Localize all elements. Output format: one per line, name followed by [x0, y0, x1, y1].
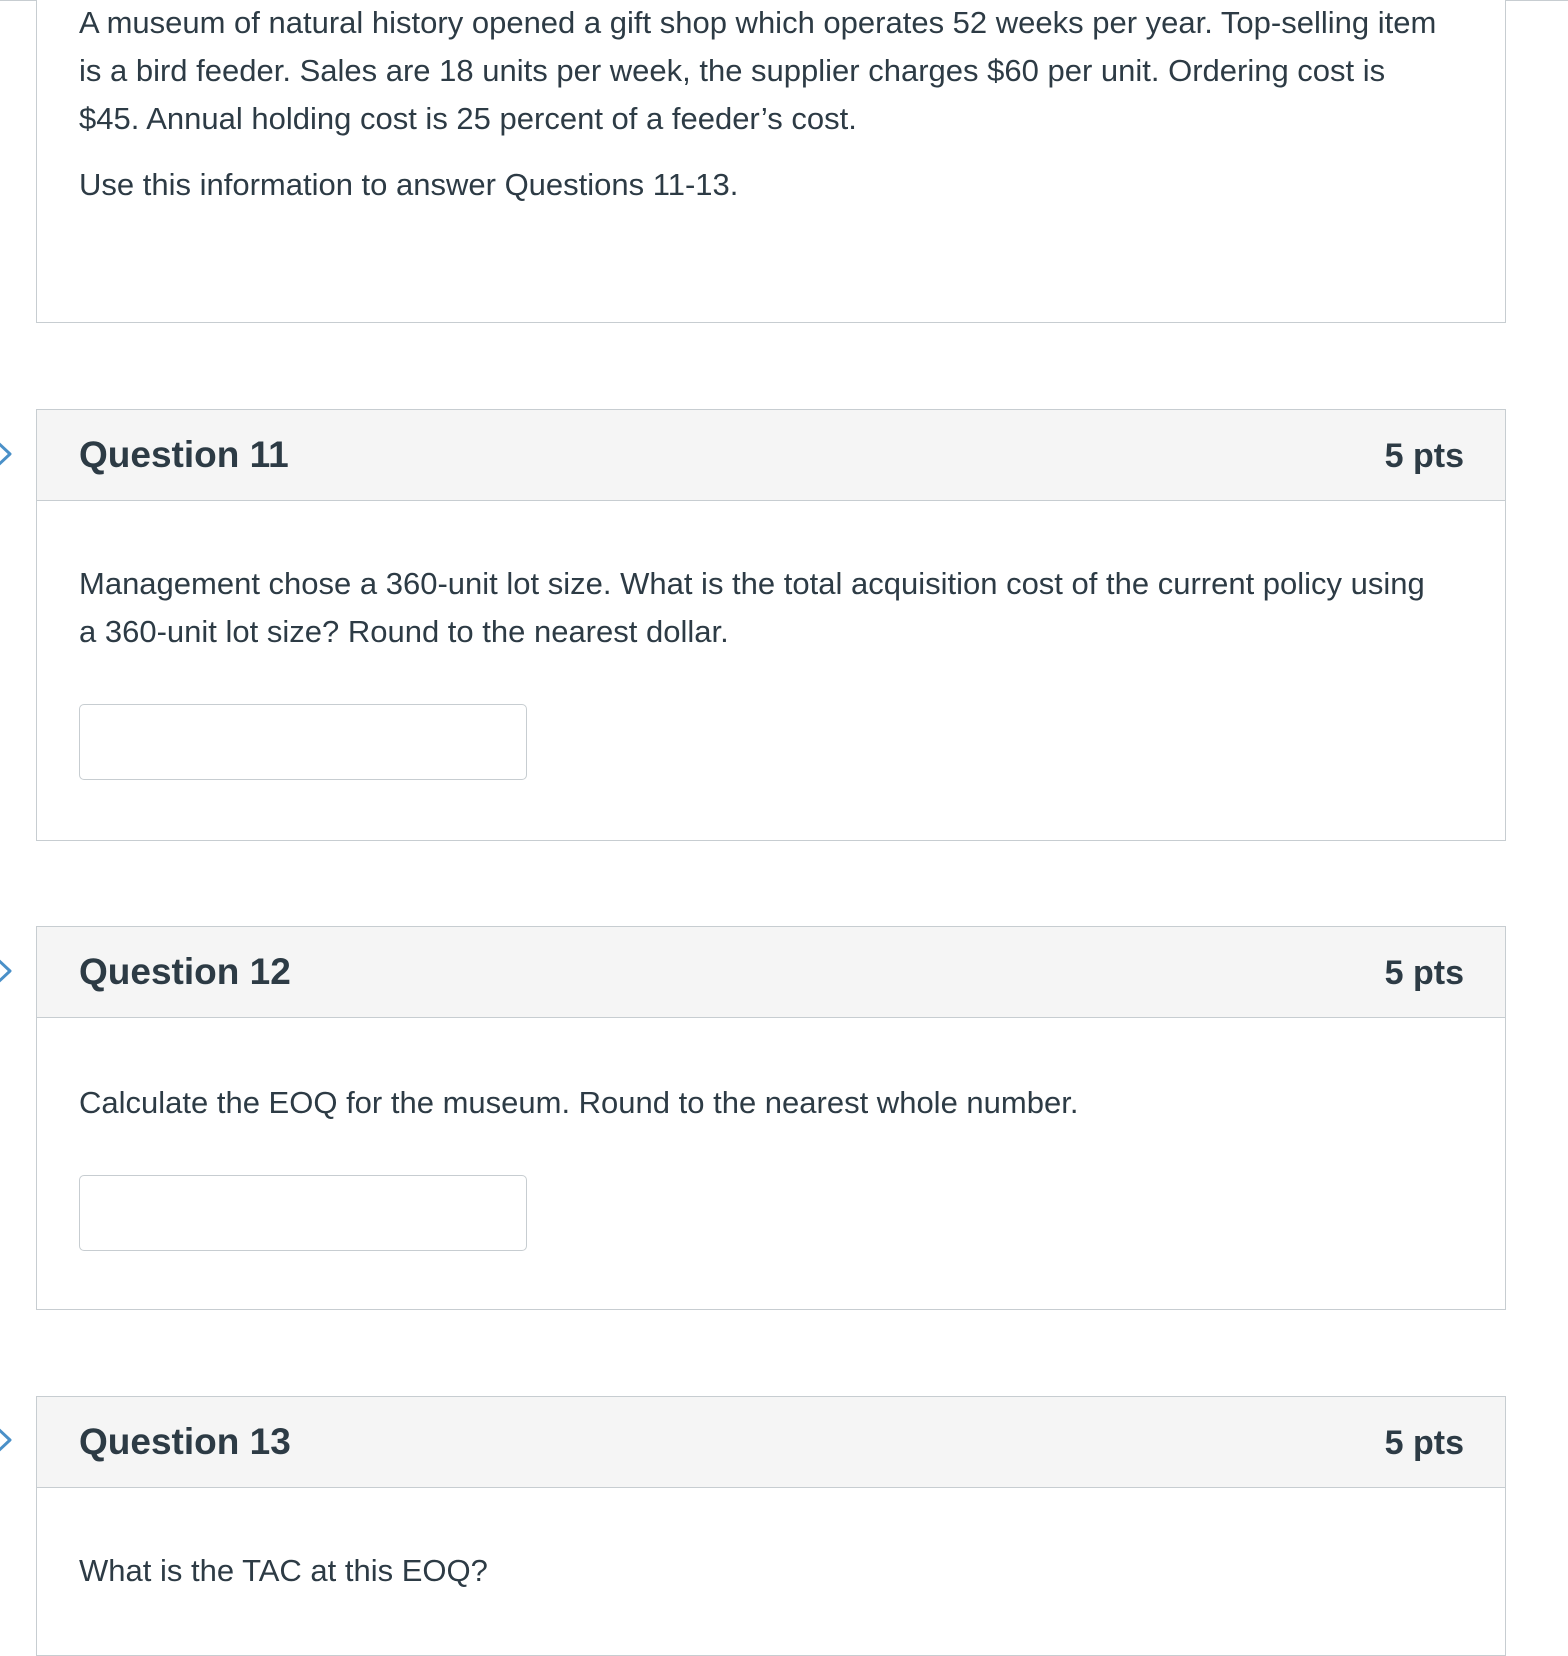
question-card-11: [36, 409, 1506, 841]
question-points: 5 pts: [1384, 437, 1464, 475]
answer-input[interactable]: [79, 1175, 527, 1251]
question-text: Calculate the EOQ for the museum. Round to the nearest whole number.: [79, 1085, 1079, 1120]
question-header: [37, 1397, 1505, 1488]
chevron-right-icon[interactable]: [0, 954, 14, 988]
question-title: Question 11: [79, 434, 289, 475]
chevron-right-icon[interactable]: [0, 437, 14, 471]
question-title: Question 12: [79, 951, 291, 992]
question-card-13: [36, 1396, 1506, 1656]
question-card-12: [36, 926, 1506, 1310]
question-text: Management chose a 360-unit lot size. What is the total acquisition cost of the current policy using a 360-unit lot size? Round to the nearest dollar.: [79, 566, 1425, 649]
answer-input[interactable]: [79, 704, 527, 780]
intro-instruction: Use this information to answer Questions 11-13.: [79, 167, 739, 202]
question-points: 5 pts: [1384, 1424, 1464, 1462]
question-points: 5 pts: [1384, 954, 1464, 992]
question-header: [37, 410, 1505, 501]
question-text: What is the TAC at this EOQ?: [79, 1553, 488, 1588]
question-header: [37, 927, 1505, 1018]
question-title: Question 13: [79, 1421, 291, 1462]
chevron-right-icon[interactable]: [0, 1423, 14, 1457]
intro-paragraph: A museum of natural history opened a gift shop which operates 52 weeks per year. Top-selling item is a bird feeder. Sales are 18 units per week, the supplier charges $60 per unit. Ordering cost is $45. Annual holding cost is 25 percent of a feeder’s cost.: [79, 5, 1437, 136]
question-intro-card: [36, 0, 1506, 323]
